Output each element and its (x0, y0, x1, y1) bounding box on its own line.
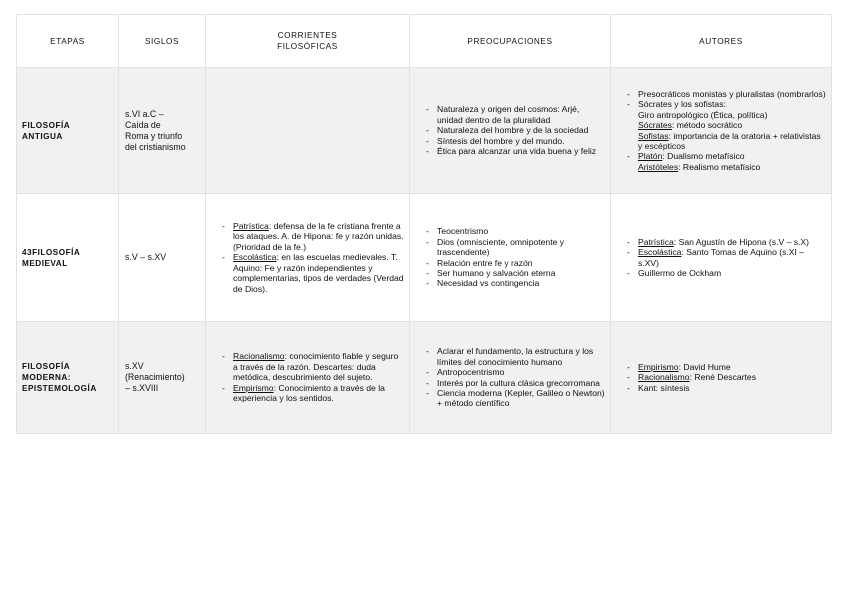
autor-text: : Realismo metafísico (678, 161, 761, 172)
list-item (627, 237, 827, 247)
autor-text: : San Agustín de Hipona (s.V – s.X) (673, 236, 810, 247)
corriente-name: Empirismo (233, 382, 274, 393)
corriente-text: : Conocimiento a través de la experiencia y los sentidos. (233, 382, 385, 404)
list-item (627, 383, 827, 393)
list-item: - Naturaleza y origen del cosmos: Arjé, unidad dentro de la pluralidad (426, 104, 606, 125)
corriente-name: Racionalismo (233, 351, 285, 362)
preocupaciones-cell (410, 68, 611, 194)
list-item (627, 247, 827, 268)
siglos-text: s.XV (Renacimiento) – s.XVIII (125, 361, 185, 393)
autor-name: Patrística (638, 236, 674, 247)
list-item (627, 120, 827, 130)
autor-name: Empirismo (638, 361, 679, 372)
corrientes-list (206, 351, 409, 403)
etapa-text: FILOSOFÍA ANTIGUA (22, 120, 71, 141)
header-etapas: ETAPAS (17, 15, 119, 68)
siglos-cell (119, 68, 206, 194)
autores-list (611, 89, 831, 172)
autores-cell (611, 194, 832, 322)
preocupaciones-cell (410, 194, 611, 322)
autores-cell (611, 68, 832, 194)
siglos-text: s.VI a.C – Caída de Roma y triunfo del cristianismo (125, 108, 186, 152)
autor-text: Kant: síntesis (638, 382, 690, 393)
corrientes-cell (206, 68, 410, 194)
autor-name: Sócrates (638, 120, 672, 131)
autor-name: Racionalismo (638, 372, 690, 383)
etapa-cell (17, 68, 119, 194)
list-item: - Naturaleza del hombre y de la sociedad (426, 125, 606, 135)
list-item: - Necesidad vs contingencia (426, 278, 606, 288)
autores-cell (611, 322, 832, 434)
list-item (627, 362, 827, 372)
list-item: - Interés por la cultura clásica grecorromana (426, 378, 606, 388)
list-item (627, 372, 827, 382)
etapa-cell (17, 322, 119, 434)
list-item (627, 151, 827, 161)
table-row (17, 322, 832, 434)
autor-name: Sofistas (638, 130, 669, 141)
autor-text: : importancia de la oratoria + relativistas y escépticos (638, 130, 821, 151)
list-item: - Síntesis del hombre y del mundo. (426, 136, 606, 146)
autor-text: : método socrático (671, 120, 743, 131)
preocupaciones-list (410, 346, 610, 408)
corriente-name: Escolástica (233, 252, 277, 263)
autor-text: : David Hume (678, 361, 731, 372)
table-row (17, 194, 832, 322)
etapa-text: FILOSOFÍA MODERNA: EPISTEMOLOGÍA (22, 362, 97, 393)
header-autores: AUTORES (611, 15, 832, 68)
list-item (222, 252, 405, 294)
list-item: - Relación entre fe y razón (426, 258, 606, 268)
list-item (222, 383, 405, 404)
list-item (627, 99, 827, 109)
header-corrientes-text: CORRIENTES FILOSÓFICAS (277, 31, 338, 51)
corriente-text: : conocimiento fiable y seguro a través de la razón. Descartes: duda metódica, descubrimiento del sujeto. (233, 351, 399, 383)
list-item (627, 268, 827, 278)
header-row (17, 15, 832, 68)
table-row (17, 68, 832, 194)
list-item (222, 221, 405, 252)
header-siglos: SIGLOS (119, 15, 206, 68)
list-item (627, 131, 827, 152)
etapa-cell (17, 194, 119, 322)
etapa-text: 43FILOSOFÍA MEDIEVAL (22, 247, 81, 268)
autor-text: Sócrates y los sofistas: (638, 99, 726, 110)
siglos-text: s.V – s.XV (125, 252, 167, 262)
philosophy-table (16, 14, 832, 434)
siglos-cell (119, 194, 206, 322)
autores-list (611, 237, 831, 279)
autor-text: : Dualismo metafísico (662, 151, 745, 162)
autor-text: Presocráticos monistas y pluralistas (nombrarlos) (638, 88, 826, 99)
preocupaciones-list (410, 226, 610, 288)
list-item (627, 110, 827, 120)
corriente-text: : defensa de la fe cristiana frente a los ataques. A. de Hipona: fe y razón unidas. (Prioridad de la fe.) (233, 221, 404, 252)
corriente-name: Patrística (233, 221, 269, 232)
list-item: - Dios (omnisciente, omnipotente y trascendente) (426, 237, 606, 258)
preocupaciones-cell (410, 322, 611, 434)
autores-list (611, 362, 831, 393)
autor-text: Guillermo de Ockham (638, 267, 722, 278)
corrientes-cell (206, 194, 410, 322)
siglos-cell (119, 322, 206, 434)
list-item: - Ética para alcanzar una vida buena y feliz (426, 146, 606, 156)
preocupaciones-list (410, 104, 610, 156)
corriente-text: : en las escuelas medievales. T. Aquino: Fe y razón independientes y complementarias, tipos de verdades (Verdad de Dios). (233, 252, 404, 294)
autor-name: Platón (638, 151, 663, 162)
list-item: - Aclarar el fundamento, la estructura y los límites del conocimiento humano (426, 346, 606, 367)
corrientes-list (206, 221, 409, 294)
autor-text: Giro antropológico (Ética, política) (638, 109, 768, 120)
corrientes-cell (206, 322, 410, 434)
list-item: - Antropocentrismo (426, 367, 606, 377)
header-preocupaciones: PREOCUPACIONES (410, 15, 611, 68)
list-item: - Teocentrismo (426, 226, 606, 236)
list-item: - Ser humano y salvación eterna (426, 268, 606, 278)
autor-text: : Santo Tomas de Aquino (s.XI – s.XV) (638, 247, 805, 268)
header-corrientes (206, 15, 410, 68)
list-item (627, 162, 827, 172)
autor-name: Aristóteles (638, 161, 679, 172)
list-item (627, 89, 827, 99)
list-item: - Ciencia moderna (Kepler, Galileo o Newton) + método científico (426, 388, 606, 409)
list-item (222, 351, 405, 382)
autor-name: Escolástica (638, 247, 682, 258)
autor-text: : René Descartes (689, 372, 756, 383)
